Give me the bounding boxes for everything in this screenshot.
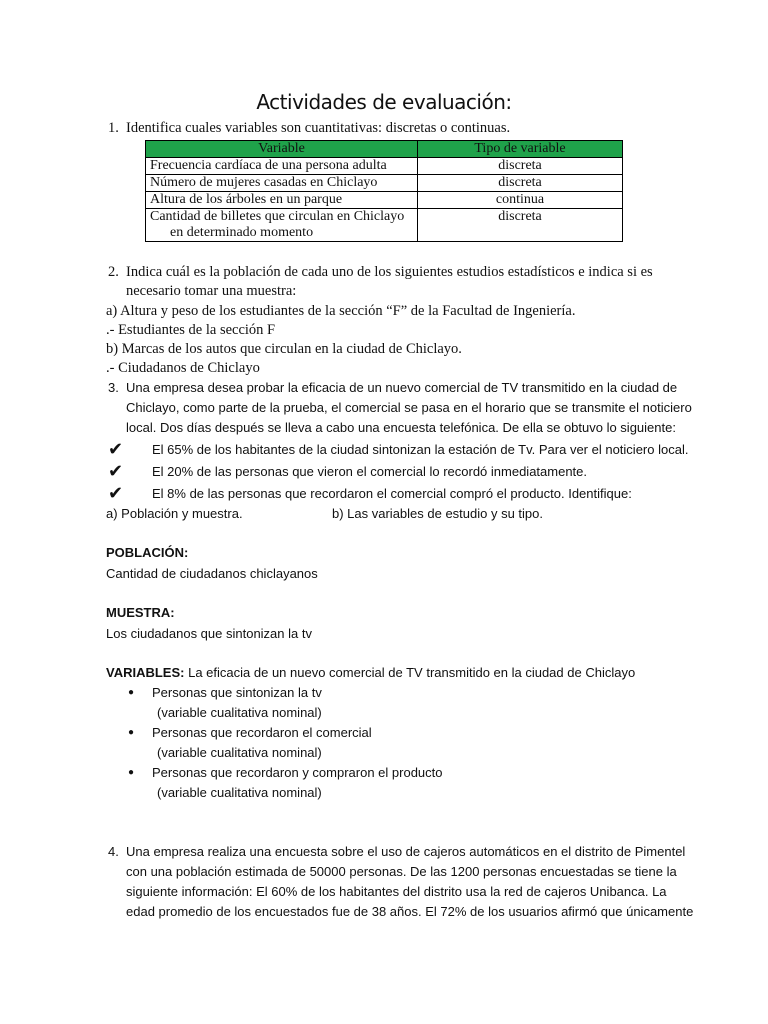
checkmark-icon: ✔ xyxy=(108,439,124,459)
check-item: El 20% de las personas que vieron el comercial lo recordó inmediatamente. xyxy=(152,464,588,479)
table-row xyxy=(146,192,623,209)
question-3-number: 3. xyxy=(108,380,119,395)
checkmark-icon: ✔ xyxy=(108,483,124,503)
variable-item-type: (variable cualitativa nominal) xyxy=(157,785,322,800)
question-4-line4: edad promedio de los encuestados fue de 38 años. El 72% de los usuarios afirmó que únicamente xyxy=(126,904,694,919)
variable-item-name: Personas que sintonizan la tv xyxy=(152,685,322,700)
table-cell-tipo: discreta xyxy=(418,158,623,175)
checkmark-icon: ✔ xyxy=(108,461,124,481)
variables-table xyxy=(145,140,623,242)
table-cell-variable: Número de mujeres casadas en Chiclayo xyxy=(146,175,418,192)
question-3-part-b: b) Las variables de estudio y su tipo. xyxy=(332,506,544,521)
table-cell-variable: Frecuencia cardíaca de una persona adulta xyxy=(146,158,418,175)
table-cell-tipo: discreta xyxy=(418,209,623,242)
table-cell-tipo: continua xyxy=(418,192,623,209)
muestra-value: Los ciudadanos que sintonizan la tv xyxy=(106,626,312,641)
question-4-line2: con una población estimada de 50000 personas. De las 1200 personas encuestadas se tiene la xyxy=(126,864,677,879)
bullet-icon: ● xyxy=(128,687,135,698)
question-2-answer-b: .- Ciudadanos de Chiclayo xyxy=(106,360,260,376)
table-cell-tipo: discreta xyxy=(418,175,623,192)
check-item: El 65% de los habitantes de la ciudad sintonizan la estación de Tv. Para ver el noticiero local. xyxy=(152,442,689,457)
variable-item-name: Personas que recordaron el comercial xyxy=(152,725,372,740)
table-header-variable: Variable xyxy=(146,141,418,158)
check-item: El 8% de las personas que recordaron el comercial compró el producto. Identifique: xyxy=(152,486,632,501)
table-cell-variable-line2: en determinado momento xyxy=(170,225,314,240)
question-4 xyxy=(108,844,685,859)
variables-value: La eficacia de un nuevo comercial de TV transmitido en la ciudad de Chiclayo xyxy=(188,665,636,680)
poblacion-label: POBLACIÓN: xyxy=(106,545,189,560)
variable-item-type: (variable cualitativa nominal) xyxy=(157,745,322,760)
table-row xyxy=(146,175,623,192)
table-row xyxy=(146,158,623,175)
variables-line xyxy=(106,665,635,680)
bullet-icon: ● xyxy=(128,727,135,738)
question-2-line1: Indica cuál es la población de cada uno de los siguientes estudios estadísticos e indica si es xyxy=(126,264,653,280)
question-2-line2: necesario tomar una muestra: xyxy=(126,283,297,299)
question-1 xyxy=(108,120,510,137)
question-2 xyxy=(108,264,653,281)
page-title: Actividades de evaluación: xyxy=(256,90,512,114)
table-header-tipo: Tipo de variable xyxy=(418,141,623,158)
poblacion-value: Cantidad de ciudadanos chiclayanos xyxy=(106,566,318,581)
question-4-number: 4. xyxy=(108,844,119,859)
question-2-answer-a: .- Estudiantes de la sección F xyxy=(106,322,276,338)
question-2-part-b: b) Marcas de los autos que circulan en la ciudad de Chiclayo. xyxy=(106,341,462,357)
table-cell-variable-line1: Cantidad de billetes que circulan en Chiclayo xyxy=(150,209,405,224)
question-3-line1: Una empresa desea probar la eficacia de un nuevo comercial de TV transmitido en la ciudad de xyxy=(126,380,678,395)
bullet-icon: ● xyxy=(128,767,135,778)
table-row xyxy=(146,209,623,242)
question-3 xyxy=(108,380,677,395)
question-1-text: Identifica cuales variables son cuantitativas: discretas o continuas. xyxy=(126,120,511,136)
variable-item-name: Personas que recordaron y compraron el producto xyxy=(152,765,443,780)
question-1-number: 1. xyxy=(108,120,119,136)
table-cell-variable: Altura de los árboles en un parque xyxy=(146,192,418,209)
question-2-part-a: a) Altura y peso de los estudiantes de la sección “F” de la Facultad de Ingeniería. xyxy=(106,303,576,319)
table-cell-variable xyxy=(146,209,418,242)
variable-item-type: (variable cualitativa nominal) xyxy=(157,705,322,720)
question-4-line3: siguiente información: El 60% de los habitantes del distrito usa la red de cajeros Unibanca. La xyxy=(126,884,667,899)
variables-label: VARIABLES: xyxy=(106,665,185,680)
question-3-line2: Chiclayo, como parte de la prueba, el comercial se pasa en el horario que se transmite el noticiero xyxy=(126,400,692,415)
question-3-part-a: a) Población y muestra. xyxy=(106,506,243,521)
question-2-number: 2. xyxy=(108,264,119,280)
muestra-label: MUESTRA: xyxy=(106,605,175,620)
table-header-row xyxy=(146,141,623,158)
question-4-line1: Una empresa realiza una encuesta sobre el uso de cajeros automáticos en el distrito de Pimentel xyxy=(126,844,686,859)
question-3-line3: local. Dos días después se lleva a cabo una encuesta telefónica. De ella se obtuvo lo siguiente: xyxy=(126,420,676,435)
